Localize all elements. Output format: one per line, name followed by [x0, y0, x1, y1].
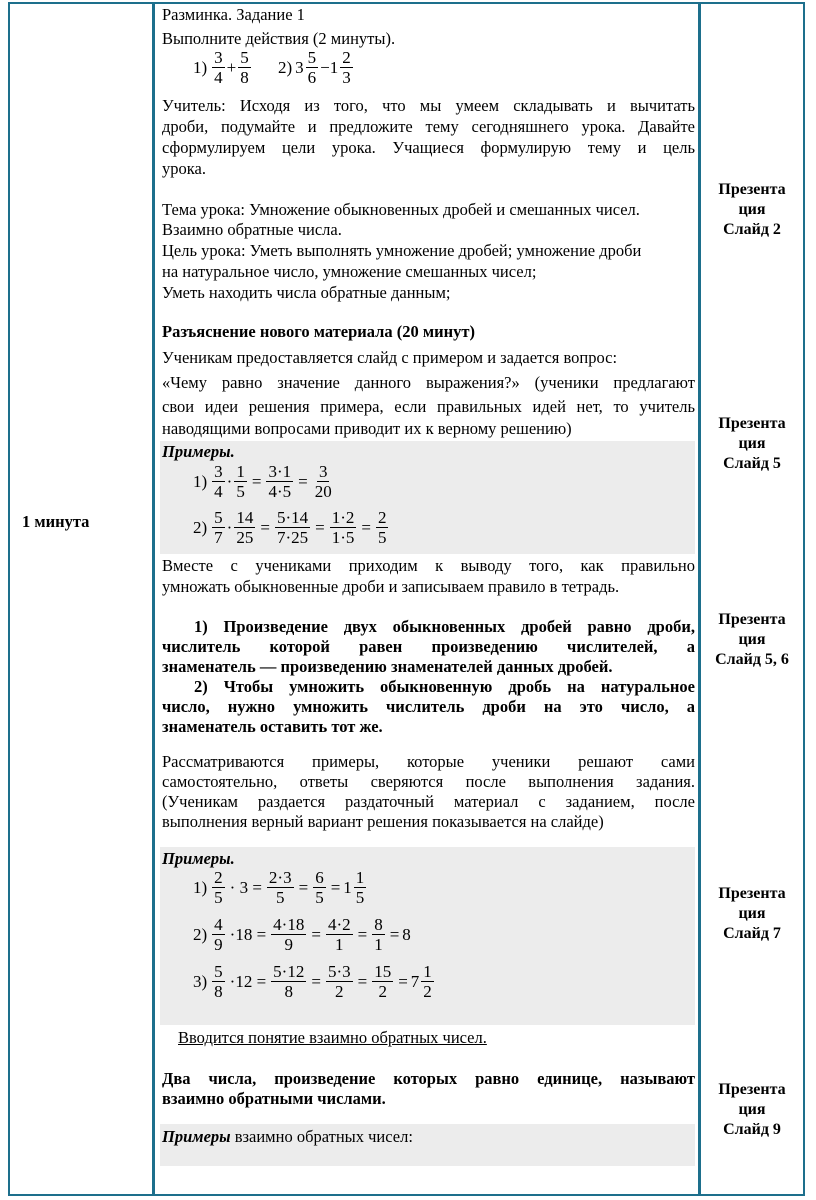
warmup-expression-2: 2) 3 $\frac{5}{6}$ − 1 $\frac{2}{3}$	[278, 48, 351, 87]
goal-line-1: Цель урока: Уметь выполнять умножение дробей; умножение дроби	[162, 241, 642, 260]
teacher-line-2: дроби, подумайте и предложите тему сегодняшнего урока. Давайте	[162, 117, 695, 136]
explain-line-2: «Чему равно значение данного выражения?» (ученики предлагают	[162, 373, 695, 392]
examples-label-3	[162, 1127, 413, 1147]
warmup-instruction: Выполните действия (2 минуты).	[162, 29, 396, 48]
slide-ref-7: Презента ция Слайд 7	[718, 885, 786, 942]
consider-line-3: (Ученикам раздается раздаточный материал с заданием, после	[162, 792, 695, 811]
consider-line-2: самостоятельно, ответы сверяются после выполнения задания.	[162, 772, 695, 791]
rule-1-line-3: знаменатель — произведению знаменателей данных дробей.	[162, 657, 613, 676]
explain-line-3: свои идеи решения примера, если правильных идей нет, то учитель	[162, 397, 695, 416]
topic-line-1: Тема урока: Умножение обыкновенных дробей и смешанных чисел.	[162, 200, 640, 219]
teacher-line-1: Учитель: Исходя из того, что мы умеем складывать и вычитать	[162, 96, 695, 115]
rule-1-line-2: числитель которой равен произведению числителей, а	[162, 637, 695, 656]
example-1-row-2: 2) $\frac{5}{7}$ · $\frac{14}{25}$ = $\frac{5\cdot 14}{7\cdot 25}$ = $\frac{1\cdot 2}{1\cdot 5}$ = $\frac{2}{5}$	[193, 508, 387, 547]
consider-line-1: Рассматриваются примеры, которые ученики решают сами	[162, 752, 695, 771]
warmup-expression-1: 1) $\frac{3}{4}$ + $\frac{5}{8}$	[193, 48, 249, 87]
goal-line-2: на натуральное число, умножение смешанных чисел;	[162, 262, 537, 281]
time-cell: 1 минута	[22, 512, 90, 531]
explain-line-4: наводящими вопросами приводит их к верному решению)	[162, 419, 572, 438]
together-line-1: Вместе с учениками приходим к выводу того, как правильно	[162, 556, 695, 575]
teacher-line-4: урока.	[162, 159, 206, 178]
rule-2-line-3: знаменатель оставить тот же.	[162, 717, 383, 736]
examples-label-1: Примеры.	[162, 442, 235, 461]
warmup-title: Разминка. Задание 1	[162, 5, 305, 24]
examples-3-bold: Примеры	[162, 1127, 231, 1146]
rule-2-line-2: число, нужно умножить числитель дроби на это число, а	[162, 697, 695, 716]
example-2-row-3: 3) $\frac{5}{8}$ ·12 = $\frac{5\cdot 12}{8}$ = $\frac{5\cdot 3}{2}$ = $\frac{15}{2}$ = 7 $\frac{1}{2}$	[193, 962, 432, 1001]
definition-line-1: Два числа, произведение которых равно единице, называют	[162, 1069, 695, 1088]
teacher-line-3: сформулируем цели урока. Учащиеся формулирую тему и цель	[162, 138, 695, 157]
explain-title: Разъяснение нового материала (20 минут)	[162, 322, 476, 341]
rule-1-line-1: 1) Произведение двух обыкновенных дробей равно дроби,	[194, 617, 695, 636]
rule-2-line-1: 2) Чтобы умножить обыкновенную дробь на натуральное	[194, 677, 695, 696]
consider-line-4: выполнения верный вариант решения показывается на слайде)	[162, 812, 604, 831]
definition-line-2: взаимно обратными числами.	[162, 1089, 386, 1108]
slide-ref-5: Презента ция Слайд 5	[718, 415, 786, 472]
examples-label-2: Примеры.	[162, 849, 235, 868]
together-line-2: умножать обыкновенные дроби и записываем правило в тетрадь.	[162, 577, 620, 596]
explain-line-1: Ученикам предоставляется слайд с примером и задается вопрос:	[162, 348, 618, 367]
example-2-row-2: 2) $\frac{4}{9}$ ·18 = $\frac{4\cdot 18}{9}$ = $\frac{4\cdot 2}{1}$ = $\frac{8}{1}$ = 8	[193, 915, 411, 954]
topic-line-2: Взаимно обратные числа.	[162, 220, 342, 239]
slide-ref-5-6: Презента ция Слайд 5, 6	[715, 611, 789, 668]
goal-line-3: Уметь находить числа обратные данным;	[162, 283, 451, 302]
example-2-row-1: 1) $\frac{2}{5}$ · 3 = $\frac{2\cdot 3}{5}$ = $\frac{6}{5}$ = 1 $\frac{1}{5}$	[193, 868, 365, 907]
slide-ref-9: Презента ция Слайд 9	[718, 1081, 786, 1138]
examples-3-rest: взаимно обратных чисел:	[230, 1127, 413, 1146]
introduce-line: Вводится понятие взаимно обратных чисел.	[178, 1028, 487, 1047]
slide-ref-2: Презента ция Слайд 2	[718, 181, 786, 238]
example-1-row-1: 1) $\frac{3}{4}$ · $\frac{1}{5}$ = $\frac{3\cdot 1}{4\cdot 5}$ = $\frac{3}{20}$	[193, 462, 332, 501]
